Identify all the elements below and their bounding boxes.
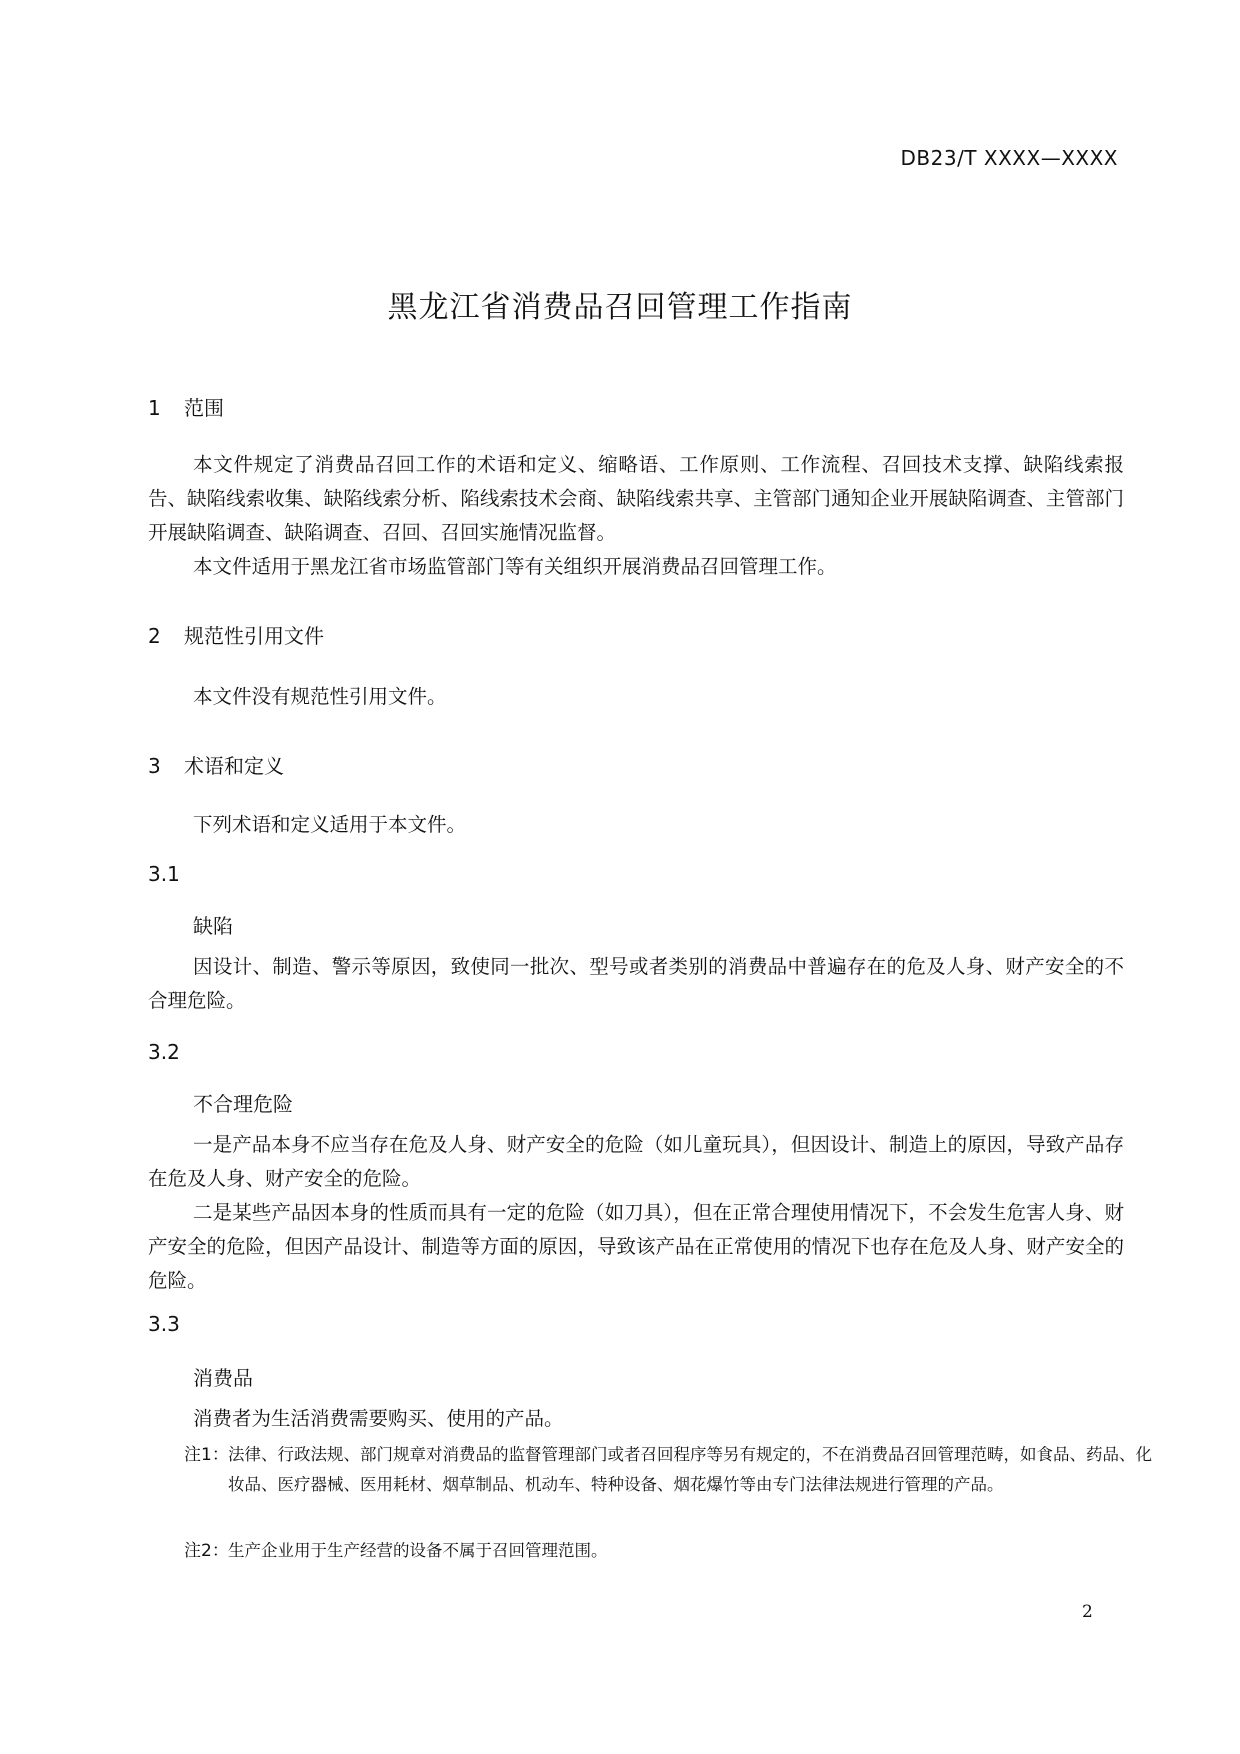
section-2-heading <box>148 620 324 649</box>
section-1-paragraph-1: 本文件规定了消费品召回工作的术语和定义、缩略语、工作原则、工作流程、召回技术支撑、缺陷线索报告、缺陷线索收集、缺陷线索分析、陷线索技术会商、缺陷线索共享、主管部门通知企业开展缺陷调查、主管部门开展缺陷调查、缺陷调查、召回、召回实施情况监督。 <box>148 453 1124 544</box>
term-definition: 一是产品本身不应当存在危及人身、财产安全的危险（如儿童玩具），但因设计、制造上的原因，导致产品存在危及人身、财产安全的危险。 <box>148 1133 1124 1190</box>
section-1-paragraph-2: 本文件适用于黑龙江省市场监管部门等有关组织开展消费品召回管理工作。 <box>193 555 837 578</box>
section-1-heading <box>148 392 224 421</box>
note-2 <box>184 1536 1168 1566</box>
section-title: 规范性引用文件 <box>184 624 324 648</box>
section-title: 范围 <box>184 396 224 420</box>
term-definition: 二是某些产品因本身的性质而具有一定的危险（如刀具），但在正常合理使用情况下，不会发生危害人身、财产安全的危险，但因产品设计、制造等方面的原因，导致该产品在正常使用的情况下也存在危及人身、财产安全的危险。 <box>148 1201 1124 1292</box>
note-1 <box>184 1440 1168 1500</box>
section-2-paragraph-1: 本文件没有规范性引用文件。 <box>193 685 447 708</box>
term-number: 3.1 <box>148 862 180 886</box>
note-label: 注1： <box>184 1445 229 1465</box>
term-definition: 消费者为生活消费需要购买、使用的产品。 <box>193 1407 564 1430</box>
page-number: 2 <box>1082 1602 1093 1622</box>
note-label: 注2： <box>184 1541 229 1561</box>
section-number: 1 <box>148 396 161 420</box>
standard-code: DB23/T XXXX—XXXX <box>900 146 1118 170</box>
section-number: 2 <box>148 624 161 648</box>
section-3-intro: 下列术语和定义适用于本文件。 <box>193 813 467 836</box>
section-number: 3 <box>148 754 161 778</box>
term-title: 不合理危险 <box>193 1092 293 1116</box>
note-text: 法律、行政法规、部门规章对消费品的监督管理部门或者召回程序等另有规定的，不在消费品召回管理范畴，如食品、药品、化妆品、医疗器械、医用耗材、烟草制品、机动车、特种设备、烟花爆竹等由专门法律法规进行管理的产品。 <box>228 1445 1152 1494</box>
term-number: 3.3 <box>148 1312 180 1336</box>
term-number: 3.2 <box>148 1040 180 1064</box>
document-title: 黑龙江省消费品召回管理工作指南 <box>387 290 853 325</box>
term-definition: 因设计、制造、警示等原因，致使同一批次、型号或者类别的消费品中普遍存在的危及人身、财产安全的不合理危险。 <box>148 955 1124 1012</box>
section-3-heading <box>148 750 284 779</box>
section-title: 术语和定义 <box>184 754 284 778</box>
term-title: 缺陷 <box>193 914 233 938</box>
term-title: 消费品 <box>193 1366 253 1390</box>
note-text: 生产企业用于生产经营的设备不属于召回管理范围。 <box>228 1541 608 1560</box>
